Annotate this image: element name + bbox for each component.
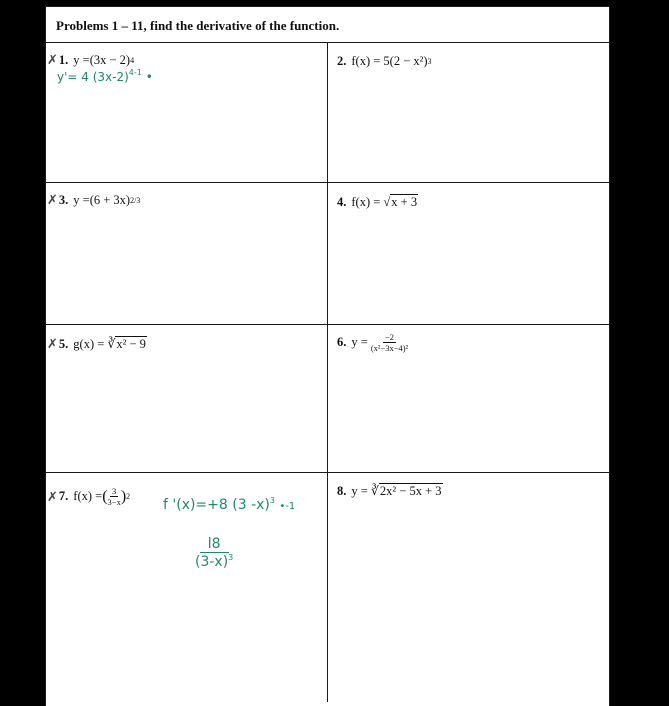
handwritten-answer-7 [163, 496, 295, 513]
lhs: g(x) = ∛ [73, 337, 116, 351]
equation-body: (3x − 2) [89, 52, 131, 67]
problem-1 [47, 52, 134, 68]
problem-number: 6. [337, 335, 347, 349]
problem-6 [337, 332, 408, 353]
problem-number: 5. [58, 336, 69, 351]
open-paren: ( [102, 487, 108, 505]
problem-8 [337, 483, 443, 499]
fraction-numerator: 3 [112, 486, 117, 496]
problem-5 [47, 336, 147, 352]
fraction [371, 332, 408, 353]
check-mark: ✗ [47, 488, 58, 504]
lhs: f(x) = √ [351, 194, 391, 209]
check-mark: ✗ [47, 52, 58, 67]
hand-line: f '(x)=+8 (3 -x) [163, 497, 270, 513]
hand-line: y'= 4 (3x-2) [57, 70, 129, 84]
radicand: 2x² − 5x + 3 [379, 484, 442, 498]
lhs: f(x) = [73, 489, 103, 503]
exponent: 4 [130, 55, 135, 65]
exponent: 2 [126, 492, 131, 501]
problem-7 [47, 486, 130, 507]
close-paren: ) [120, 487, 127, 505]
exponent: 2/3 [130, 195, 141, 205]
lhs: y = ∛ [351, 484, 379, 498]
right-border [609, 6, 610, 706]
fraction [108, 486, 121, 507]
exponent: 3 [427, 57, 432, 66]
hand-exp: 3 [269, 496, 275, 505]
handwritten-result-7 [195, 536, 233, 570]
fraction-numerator: −2 [384, 332, 395, 342]
problem-number: 2. [337, 54, 347, 68]
problem-number: 3. [58, 192, 69, 207]
equation-body: (2 − x²) [389, 54, 428, 68]
page-title: Problems 1 – 11, find the derivative of the function. [56, 18, 340, 33]
problem-number: 4. [337, 194, 347, 209]
equation-body: (6 + 3x) [89, 192, 131, 207]
problem-4 [337, 194, 418, 210]
check-mark: ✗ [47, 192, 58, 207]
lhs: f(x) = 5 [351, 54, 390, 68]
problem-number: 1. [58, 52, 69, 67]
column-divider [327, 42, 328, 702]
lhs: y = [73, 192, 90, 207]
radicand: x + 3 [391, 195, 418, 209]
hand-exp: 4-1 [128, 68, 142, 77]
problem-3 [47, 192, 140, 208]
check-mark: ✗ [47, 336, 58, 351]
left-border [45, 6, 46, 706]
fraction-denominator: (x²−3x−4)² [370, 343, 409, 353]
problem-number: 7. [58, 489, 69, 503]
problem-2 [337, 54, 432, 69]
problem-number: 8. [337, 483, 347, 498]
fraction-denominator: 3−x [107, 497, 121, 507]
radicand: x² − 9 [116, 337, 146, 351]
hand-dot: • [145, 70, 153, 84]
hand-numerator: l8 [200, 536, 229, 553]
lhs: y = [73, 52, 90, 67]
lhs: y = [351, 335, 368, 349]
hand-tail: •-1 [279, 501, 296, 512]
top-border [45, 6, 610, 7]
handwritten-answer-1 [57, 68, 153, 84]
hand-denominator: $(3-x)^3$ [195, 553, 234, 570]
worksheet-page [45, 6, 610, 706]
